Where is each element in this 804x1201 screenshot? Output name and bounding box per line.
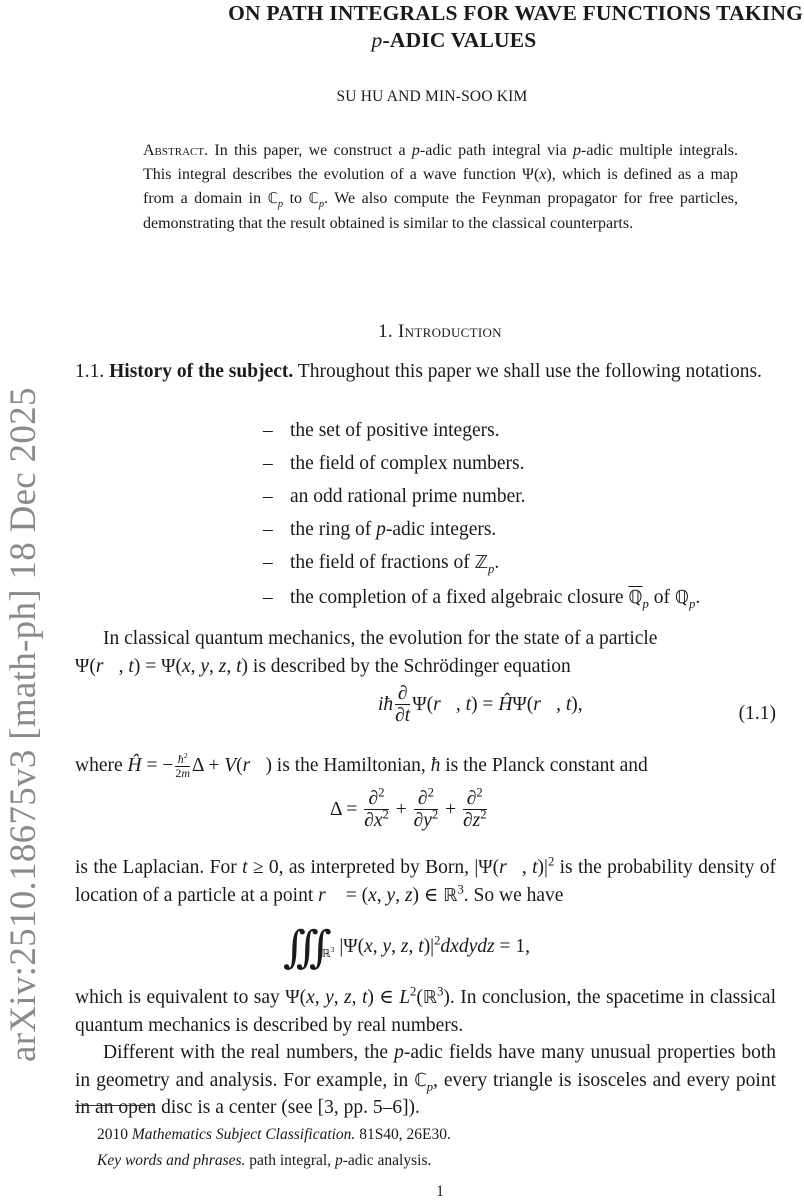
notation-description: the completion of a fixed algebraic closure ℚ$_p$ of ℚ$_p$. — [290, 587, 701, 611]
footnote-divider — [75, 1105, 155, 1106]
abstract-text: In this paper, we construct a p-adic path integral via p-adic multiple integrals. This integral describes the evolution of a wave function Ψ(x), which is defined as a map from a domain in ℂ$_p$ to ℂ$_p$. We also compute the Feynman propagator for free particles, demonstrating that the result obtained is similar to the classical counterparts. — [143, 142, 739, 232]
subsection-number: 1.1. — [75, 361, 105, 382]
arxiv-watermark: arXiv:2510.18675v3 [math-ph] 18 Dec 2025 — [3, 387, 44, 1062]
equation-laplacian: Δ = $\frac{\partial^2}{\partial x^2}$ + $\frac{\partial^2}{\partial y^2}$ + $\frac{\partial^2}{\partial z^2}$ — [330, 785, 487, 832]
subsection-intro: Throughout this paper we shall use the following notations. — [297, 361, 762, 382]
title-line-1: ON PATH INTEGRALS FOR WAVE FUNCTIONS TAKING — [228, 1, 803, 25]
footnote-keywords: Key words and phrases. path integral, p-adic analysis. — [97, 1152, 432, 1169]
subsection-title: History of the subject. — [109, 361, 294, 382]
equation-schrodinger: iħ $\frac{\partial}{\partial t}$ Ψ(r⃗, t) = ĤΨ(r⃗, t), — [378, 683, 583, 727]
notation-description: an odd rational prime number. — [290, 486, 526, 507]
paragraph-born-interpretation: is the Laplacian. For t ≥ 0, as interpreted by Born, |Ψ(r⃗, $t)|^2$ is the probability density of location of a particle at a point r⃗ = (x, y, z) ∈ ℝ$^3$. So we have — [75, 854, 776, 906]
paragraph-l2: which is equivalent to say Ψ(x, y, z, t) ∈ $L^2(ℝ^3)$. In conclusion, the spacetime in classical quantum mechanics is described by real numbers. — [75, 984, 777, 1036]
abstract — [143, 139, 738, 236]
equation-number: (1.1) — [738, 703, 776, 724]
subsection-paragraph — [75, 358, 776, 386]
notation-description: the field of complex numbers. — [290, 453, 525, 474]
section-heading: 1. Introduction — [378, 321, 502, 342]
notation-description: the set of positive integers. — [290, 420, 500, 441]
paragraph-padic-properties: Different with the real numbers, the p-adic fields have many unusual properties both in geometry and analysis. For example, in ℂ$_p$, every triangle is isosceles and every point in an open disc is a center (see [3, pp. 5–6]). — [75, 1042, 776, 1118]
page-number: 1 — [436, 1183, 444, 1200]
paper-title — [75, 0, 803, 54]
equation-normalization: $\int\int\int_{ℝ^3}$ |Ψ(x, y, z, $t)|^2dxdydz = 1$, — [283, 922, 530, 973]
authors: SU HU AND MIN-SOO KIM — [336, 88, 528, 105]
notation-description: the field of fractions of ℤ$_p$. — [290, 552, 500, 576]
paragraph-hamiltonian: where Ĥ = − $\frac{ħ^2}{2m}$ Δ + V(r⃗) is the Hamiltonian, ħ is the Planck constant and — [75, 750, 648, 780]
abstract-label: Abstract. — [143, 142, 209, 159]
paragraph-schrodinger-intro: In classical quantum mechanics, the evolution for the state of a particle Ψ(r⃗, t) = Ψ(x, y, z, t) is described by the Schrödinger equation — [75, 628, 658, 677]
notation-description: the ring of p-adic integers. — [290, 519, 497, 540]
footnote-msc: 2010 Mathematics Subject Classification. 81S40, 26E30. — [97, 1126, 451, 1143]
title-line-2: p-ADIC VALUES — [371, 28, 537, 52]
